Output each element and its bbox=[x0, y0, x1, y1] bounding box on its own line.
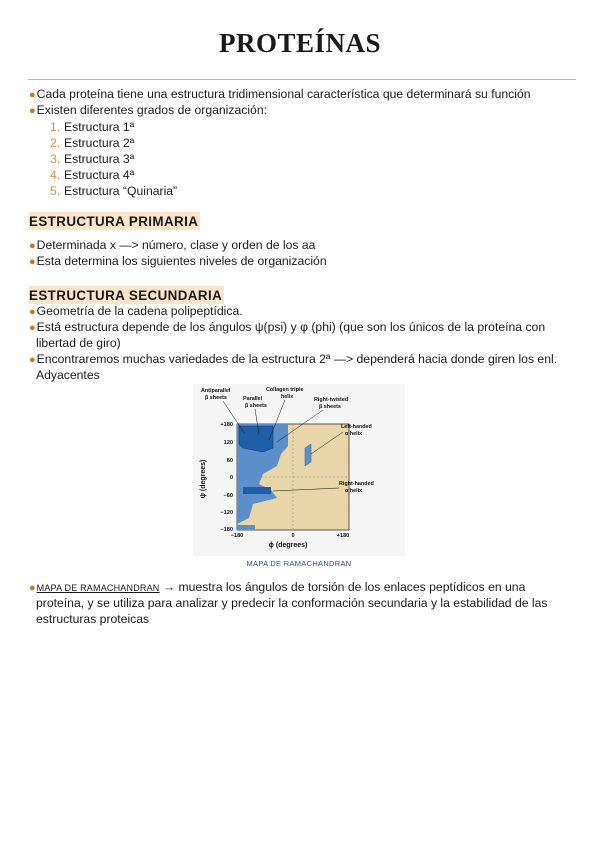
secondary-item-1: ●Geometría de la cadena polipeptídica. bbox=[29, 304, 243, 318]
ramachandran-label: MAPA DE RAMACHANDRAN bbox=[36, 583, 160, 593]
label-left-handed-alpha: α helix bbox=[345, 431, 363, 437]
x-tick: +180 bbox=[336, 533, 350, 539]
label-left-handed: Left-handed bbox=[341, 424, 372, 430]
secondary-item-2: ●Está estructura depende de los ángulos ψ(psi) y φ (phi) (que son los únicos de la proteína con bbox=[29, 320, 546, 334]
y-tick: −60 bbox=[223, 493, 233, 499]
x-tick: 0 bbox=[291, 533, 295, 539]
intro-item-1: ●Cada proteína tiene una estructura tridimensional característica que determinará su función bbox=[29, 87, 531, 101]
title-divider bbox=[28, 79, 576, 80]
label-right-twisted-beta: β sheets bbox=[319, 404, 341, 410]
y-tick: +180 bbox=[220, 422, 233, 428]
ramachandran-item: ●MAPA DE RAMACHANDRAN → muestra los ángulos de torsión de los enlaces peptídicos en una bbox=[29, 580, 526, 594]
bullet-icon: ● bbox=[29, 89, 36, 101]
label-antiparallel-beta: β sheets bbox=[205, 395, 227, 401]
page-title: PROTEÍNAS bbox=[218, 28, 382, 58]
y-tick: −180 bbox=[220, 527, 233, 533]
label-right-twisted: Right-twisted bbox=[314, 397, 349, 403]
secondary-item-3: ●Encontraremos muchas variedades de la estructura 2ª —> dependerá hacia donde giren los enl. bbox=[29, 352, 558, 366]
y-tick: 60 bbox=[226, 458, 233, 464]
ramachandran-plot bbox=[193, 384, 405, 556]
level-item-1: 1. Estructura 1ª bbox=[50, 120, 135, 134]
label-parallel-beta: β sheets bbox=[245, 403, 267, 409]
y-tick: −120 bbox=[220, 510, 233, 516]
level-item-3: 3. Estructura 3ª bbox=[50, 152, 135, 166]
figure-caption: MAPA DE RAMACHANDRAN bbox=[246, 559, 352, 568]
level-item-4: 4. Estructura 4ª bbox=[50, 168, 135, 182]
x-axis-label: ϕ (degrees) bbox=[268, 542, 308, 549]
primary-item-2: ●Esta determina los siguientes niveles de organización bbox=[29, 254, 327, 268]
bullet-icon: ● bbox=[29, 322, 36, 334]
secondary-heading: ESTRUCTURA SECUNDARIA bbox=[29, 288, 223, 303]
label-right-handed-alpha: α helix bbox=[345, 488, 363, 494]
intro-item-2: ●Existen diferentes grados de organización: bbox=[29, 103, 268, 117]
left-handed-region bbox=[305, 444, 311, 466]
bullet-icon: ● bbox=[29, 256, 36, 268]
beta-region-core bbox=[239, 426, 273, 452]
bullet-icon: ● bbox=[29, 105, 36, 117]
y-tick: 0 bbox=[229, 475, 233, 481]
bullet-icon: ● bbox=[29, 582, 36, 594]
ramachandran-item-cont-1: proteína, y se utiliza para analizar y predecir la conformación secundaria y la estabilidad de las bbox=[36, 596, 548, 610]
label-collagen: Collagen triple bbox=[266, 387, 304, 393]
level-item-2: 2. Estructura 2ª bbox=[50, 136, 135, 150]
bullet-icon: ● bbox=[29, 306, 36, 318]
x-tick: −180 bbox=[230, 533, 244, 539]
primary-item-1: ●Determinada x —> número, clase y orden de los aa bbox=[29, 238, 316, 252]
level-item-5: 5. Estructura “Quinaria” bbox=[50, 184, 178, 198]
bullet-icon: ● bbox=[29, 240, 36, 252]
label-antiparallel: Antiparallel bbox=[201, 388, 231, 394]
secondary-item-2-cont: libertad de giro) bbox=[36, 336, 121, 350]
label-parallel: Parallel bbox=[243, 396, 263, 402]
ramachandran-figure bbox=[193, 384, 405, 556]
ramachandran-item-cont-2: estructuras proteicas bbox=[36, 612, 150, 626]
bullet-icon: ● bbox=[29, 354, 36, 366]
label-collagen-helix: helix bbox=[281, 394, 294, 400]
bottom-allowed-region bbox=[237, 525, 255, 530]
y-axis-label: ψ (degrees) bbox=[200, 459, 207, 499]
y-tick: 120 bbox=[223, 440, 233, 446]
label-right-handed: Right-handed bbox=[339, 481, 374, 487]
secondary-item-3-cont: Adyacentes bbox=[36, 368, 100, 382]
primary-heading: ESTRUCTURA PRIMARIA bbox=[29, 214, 199, 229]
alpha-region-core bbox=[243, 487, 271, 494]
